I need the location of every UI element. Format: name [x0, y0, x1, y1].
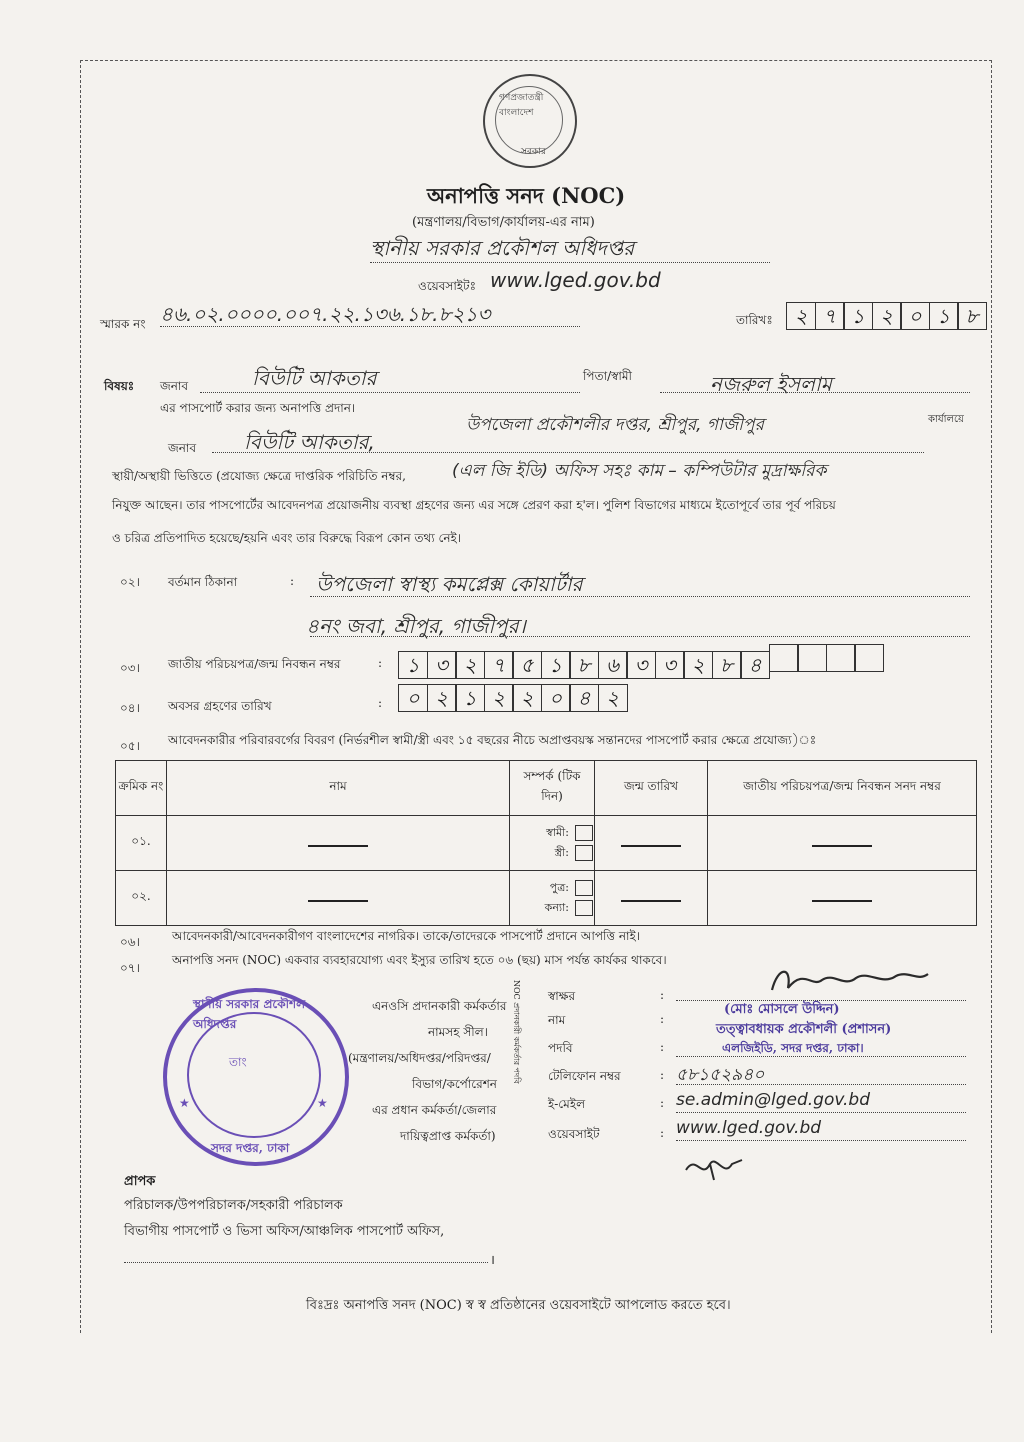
officer-name: (মোঃ মোসলে উদ্দিন) — [724, 1002, 840, 1017]
empty-dash — [621, 900, 681, 902]
nid-digit: ৫ — [512, 651, 542, 679]
row-name — [167, 816, 510, 871]
field-colon: : — [660, 1096, 665, 1110]
website-label: ওয়েবসাইটঃ — [418, 279, 476, 293]
item-02-number: ০২। — [120, 575, 140, 589]
date-digit: ২ — [786, 302, 816, 330]
row-relation — [510, 816, 595, 871]
officer-line-4: বিভাগ/কর্পোরেশন — [412, 1077, 497, 1091]
date-digit: ২ — [872, 302, 902, 330]
address-colon: : — [290, 574, 295, 588]
empty-dash — [308, 845, 368, 847]
row-relation — [510, 871, 595, 926]
field-colon: : — [660, 1012, 665, 1026]
daughter-checkbox[interactable] — [575, 900, 593, 916]
field-email-label: ই-মেইল — [548, 1097, 586, 1111]
row-serial: ০১. — [116, 816, 167, 871]
item-03-number: ০৩। — [120, 661, 140, 675]
item-06-text: আবেদনকারী/আবেদনকারীগণ বাংলাদেশের নাগরিক। তাকে/তাদেরকে পাসপোর্ট প্রদানে আপত্তি নাই। — [172, 929, 641, 943]
relation-daughter-label: কন্যা: — [544, 900, 569, 914]
field-signature-label: স্বাক্ষর — [548, 989, 576, 1003]
officer-designation: তত্ত্বাবধায়ক প্রকৌশলী (প্রশাসন) — [716, 1022, 892, 1037]
recipient-line3 — [124, 1262, 488, 1263]
husband-checkbox[interactable] — [575, 825, 593, 841]
item-07-text: অনাপত্তি সনদ (NOC) একবার ব্যবহারযোগ্য এবং ইস্যুর তারিখ হতে ০৬ (ছয়) মাস পর্যন্ত কার্যকর থাকবে। — [172, 953, 667, 967]
item-07-number: ০৭। — [120, 961, 140, 975]
father-name: নজরুল ইসলাম — [710, 372, 832, 396]
address-line2: ৪নং জবা, শ্রীপুর, গাজীপুর। — [306, 614, 526, 638]
subject-label: বিষয়ঃ — [104, 379, 135, 393]
website-line — [676, 1140, 966, 1141]
nid-digit: ৮ — [569, 651, 599, 679]
date-digit: ৮ — [957, 302, 987, 330]
retire-digit: ০ — [541, 684, 571, 712]
nid-digit: ৩ — [655, 651, 685, 679]
field-colon: : — [660, 1126, 665, 1140]
stamp-bottom-text: সদর দপ্তর, ঢাকা — [211, 1141, 290, 1155]
retire-digit: ১ — [455, 684, 485, 712]
relation-husband-label: স্বামী: — [546, 825, 569, 839]
para-janab: জনাব — [168, 441, 197, 455]
stamp-top-text: স্থানীয় সরকার প্রকৌশল অধিদপ্তর — [193, 997, 306, 1031]
nid-digit — [854, 644, 884, 672]
seal-arc-text: গণপ্রজাতন্ত্রী বাংলাদেশ — [499, 93, 544, 118]
recipient-title: প্রাপক — [124, 1174, 156, 1189]
para-office: উপজেলা প্রকৌশলীর দপ্তর, শ্রীপুর, গাজীপুর — [466, 415, 764, 435]
nid-label: জাতীয় পরিচয়পত্র/জন্ম নিবন্ধন নম্বর — [168, 657, 341, 671]
son-checkbox[interactable] — [575, 880, 593, 896]
item-04-number: ০৪। — [120, 701, 140, 715]
name-line — [200, 392, 580, 393]
date-digit: ৭ — [815, 302, 845, 330]
footer-note: বিঃদ্রঃ অনাপত্তি সনদ (NOC) স্ব স্ব প্রতিষ্ঠানের ওয়েবসাইটে আপলোড করতে হবে। — [306, 1298, 731, 1313]
date-digit: ০ — [900, 302, 930, 330]
field-phone-label: টেলিফোন নম্বর — [548, 1069, 621, 1083]
retire-boxes — [398, 684, 626, 712]
officer-email: se.admin@lged.gov.bd — [676, 1090, 871, 1110]
retire-digit: ২ — [427, 684, 457, 712]
table-header-nid: জাতীয় পরিচয়পত্র/জন্ম নিবন্ধন সনদ নম্বর — [708, 761, 977, 816]
row-birthdate — [595, 816, 708, 871]
nid-digit: ৭ — [484, 651, 514, 679]
father-label: পিতা/স্বামী — [583, 369, 632, 383]
para-name: বিউটি আকতার, — [244, 430, 375, 454]
address-line1: উপজেলা স্বাস্থ্য কমপ্লেক্স কোয়ার্টার — [316, 572, 583, 596]
item-05-number: ০৫। — [120, 739, 140, 753]
field-designation-label: পদবি — [548, 1041, 573, 1055]
email-line — [676, 1112, 966, 1113]
wife-checkbox[interactable] — [575, 845, 593, 861]
relation-son-label: পুত্র: — [549, 880, 569, 894]
nid-digit: ৬ — [598, 651, 628, 679]
field-website-label: ওয়েবসাইট — [548, 1127, 600, 1141]
seal-bottom-text: সরকার — [521, 147, 546, 157]
para-line3: নিযুক্ত আছেন। তার পাসপোর্টের আবেদনপত্র প্রয়োজনীয় ব্যবস্থা গ্রহণের জন্য এর সঙ্গে প্রেরণ করা হ'ল। পুলিশ বিভাগের মাধ্যমে ইতোপূর্বে তার পূর্ব পরিচয় — [112, 498, 836, 512]
officer-line-5: এর প্রধান কর্মকর্তা/জেলার — [372, 1103, 497, 1117]
officer-website: www.lged.gov.bd — [676, 1118, 822, 1138]
ministry-caption: (মন্ত্রণালয়/বিভাগ/কার্যালয়-এর নাম) — [412, 215, 595, 230]
relation-wife-label: স্ত্রী: — [554, 845, 569, 859]
date-label: তারিখঃ — [736, 313, 773, 327]
nid-digit: ৩ — [626, 651, 656, 679]
officer-line-3: (মন্ত্রণালয়/অধিদপ্তর/পরিদপ্তর/ — [348, 1051, 491, 1065]
retire-digit: ৪ — [569, 684, 599, 712]
retire-colon: : — [378, 696, 383, 710]
officer-phone: ৫৮১৫২৯৪০ — [676, 1065, 765, 1085]
address-dotline1 — [310, 596, 970, 597]
family-table — [115, 760, 977, 926]
table-row — [116, 871, 977, 926]
nid-colon: : — [378, 656, 383, 670]
officer-line-2: নামসহ সীল। — [428, 1025, 488, 1039]
row-nid — [708, 816, 977, 871]
ministry-line — [370, 262, 770, 263]
nid-digit — [769, 644, 799, 672]
table-header-relation: সম্পর্ক (টিক দিন) — [510, 761, 595, 816]
officer-line-1: এনওসি প্রদানকারী কর্মকর্তার — [372, 999, 507, 1013]
nid-digit: ১ — [541, 651, 571, 679]
date-digit: ১ — [929, 302, 959, 330]
field-colon: : — [660, 988, 665, 1002]
subject-janab: জনাব — [160, 379, 189, 393]
retire-digit: ২ — [484, 684, 514, 712]
family-label: আবেদনকারীর পরিবারবর্গের বিবরণ (নির্ভরশীল স্বামী/স্ত্রী এবং ১৫ বছরের নীচে অপ্রাপ্তবয়স্ক সন্তানদের পাসপোর্ট করার ক্ষেত্রে প্রযোজ্য)ঃ — [168, 733, 817, 747]
star-icon: ★ — [317, 1096, 328, 1110]
stamp-mid-text: তাং — [229, 1055, 247, 1069]
retire-digit: ২ — [598, 684, 628, 712]
empty-dash — [812, 900, 872, 902]
row-name — [167, 871, 510, 926]
row-nid — [708, 871, 977, 926]
table-header-name: নাম — [167, 761, 510, 816]
address-dotline2 — [310, 636, 970, 637]
nid-digit: ৩ — [427, 651, 457, 679]
table-header-birthdate: জন্ম তারিখ — [595, 761, 708, 816]
nid-digit — [797, 644, 827, 672]
field-name-label: নাম — [548, 1013, 566, 1027]
nid-digit: ২ — [455, 651, 485, 679]
row-serial: ০২. — [116, 871, 167, 926]
vertical-note: NOC প্রদানকারী কর্মকর্তার পদবি — [512, 980, 521, 1084]
para-office-suffix: কার্যালয়ে — [928, 414, 964, 425]
document-title: অনাপত্তি সনদ (NOC) — [427, 183, 626, 208]
retire-digit: ২ — [512, 684, 542, 712]
signature-image — [764, 962, 934, 998]
website-value: www.lged.gov.bd — [490, 268, 661, 292]
memo-number: ৪৬.০২.০০০০.০০৭.২২.১৩৬.১৮.৮২১৩ — [160, 302, 491, 326]
nid-digit: ৮ — [712, 651, 742, 679]
retire-digit: ০ — [398, 684, 428, 712]
para-line1 — [212, 452, 924, 453]
date-digit: ১ — [843, 302, 873, 330]
table-header-serial: ক্রমিক নং — [116, 761, 167, 816]
field-colon: : — [660, 1040, 665, 1054]
star-icon: ★ — [179, 1096, 190, 1110]
officer-line-6: দায়িত্বপ্রাপ্ত কর্মকর্তা) — [400, 1129, 496, 1143]
retire-label: অবসর গ্রহণের তারিখ — [168, 699, 272, 713]
subject-line2: এর পাসপোর্ট করার জন্য অনাপত্তি প্রদান। — [160, 401, 356, 415]
date-boxes — [786, 302, 986, 330]
designation-line — [676, 1056, 966, 1057]
nid-digit — [826, 644, 856, 672]
recipient-line2: বিভাগীয় পাসপোর্ট ও ভিসা অফিস/আঞ্চলিক পাসপোর্ট অফিস, — [124, 1224, 445, 1239]
empty-dash — [621, 845, 681, 847]
initials-mark — [680, 1150, 750, 1184]
memo-line — [160, 326, 580, 327]
recipient-line3-end: । — [490, 1253, 495, 1268]
field-colon: : — [660, 1068, 665, 1082]
father-line — [660, 392, 970, 393]
address-label: বর্তমান ঠিকানা — [168, 575, 238, 589]
nid-boxes — [398, 644, 883, 679]
officer-office: এলজিইডি, সদর দপ্তর, ঢাকা। — [722, 1041, 864, 1055]
office-seal-stamp — [163, 988, 349, 1166]
memo-label: স্মারক নং — [100, 317, 146, 331]
table-row — [116, 816, 977, 871]
empty-dash — [812, 845, 872, 847]
para-line4: ও চরিত্র প্রতিপাদিত হয়েছে/হয়নি এবং তার বিরুদ্ধে বিরূপ কোন তথ্য নেই। — [112, 531, 462, 545]
nid-digit: ১ — [398, 651, 428, 679]
nid-digit: ২ — [683, 651, 713, 679]
empty-dash — [308, 900, 368, 902]
recipient-line1: পরিচালক/উপপরিচালক/সহকারী পরিচালক — [124, 1198, 343, 1213]
phone-line — [676, 1084, 966, 1085]
nid-digit: ৪ — [740, 651, 770, 679]
para-line2-pre: স্থায়ী/অস্থায়ী ভিত্তিতে (প্রযোজ্য ক্ষেত্রে দাপ্তরিক পরিচিতি নম্বর, — [112, 469, 406, 483]
ministry-name: স্থানীয় সরকার প্রকৌশল অধিদপ্তর — [370, 236, 635, 260]
item-06-number: ০৬। — [120, 935, 140, 949]
applicant-name: বিউটি আকতার — [252, 366, 377, 390]
government-seal — [483, 74, 577, 168]
para-designation: (এল জি ইডি) অফিস সহঃ কাম – কম্পিউটার মুদ্রাক্ষরিক — [452, 461, 827, 481]
row-birthdate — [595, 871, 708, 926]
